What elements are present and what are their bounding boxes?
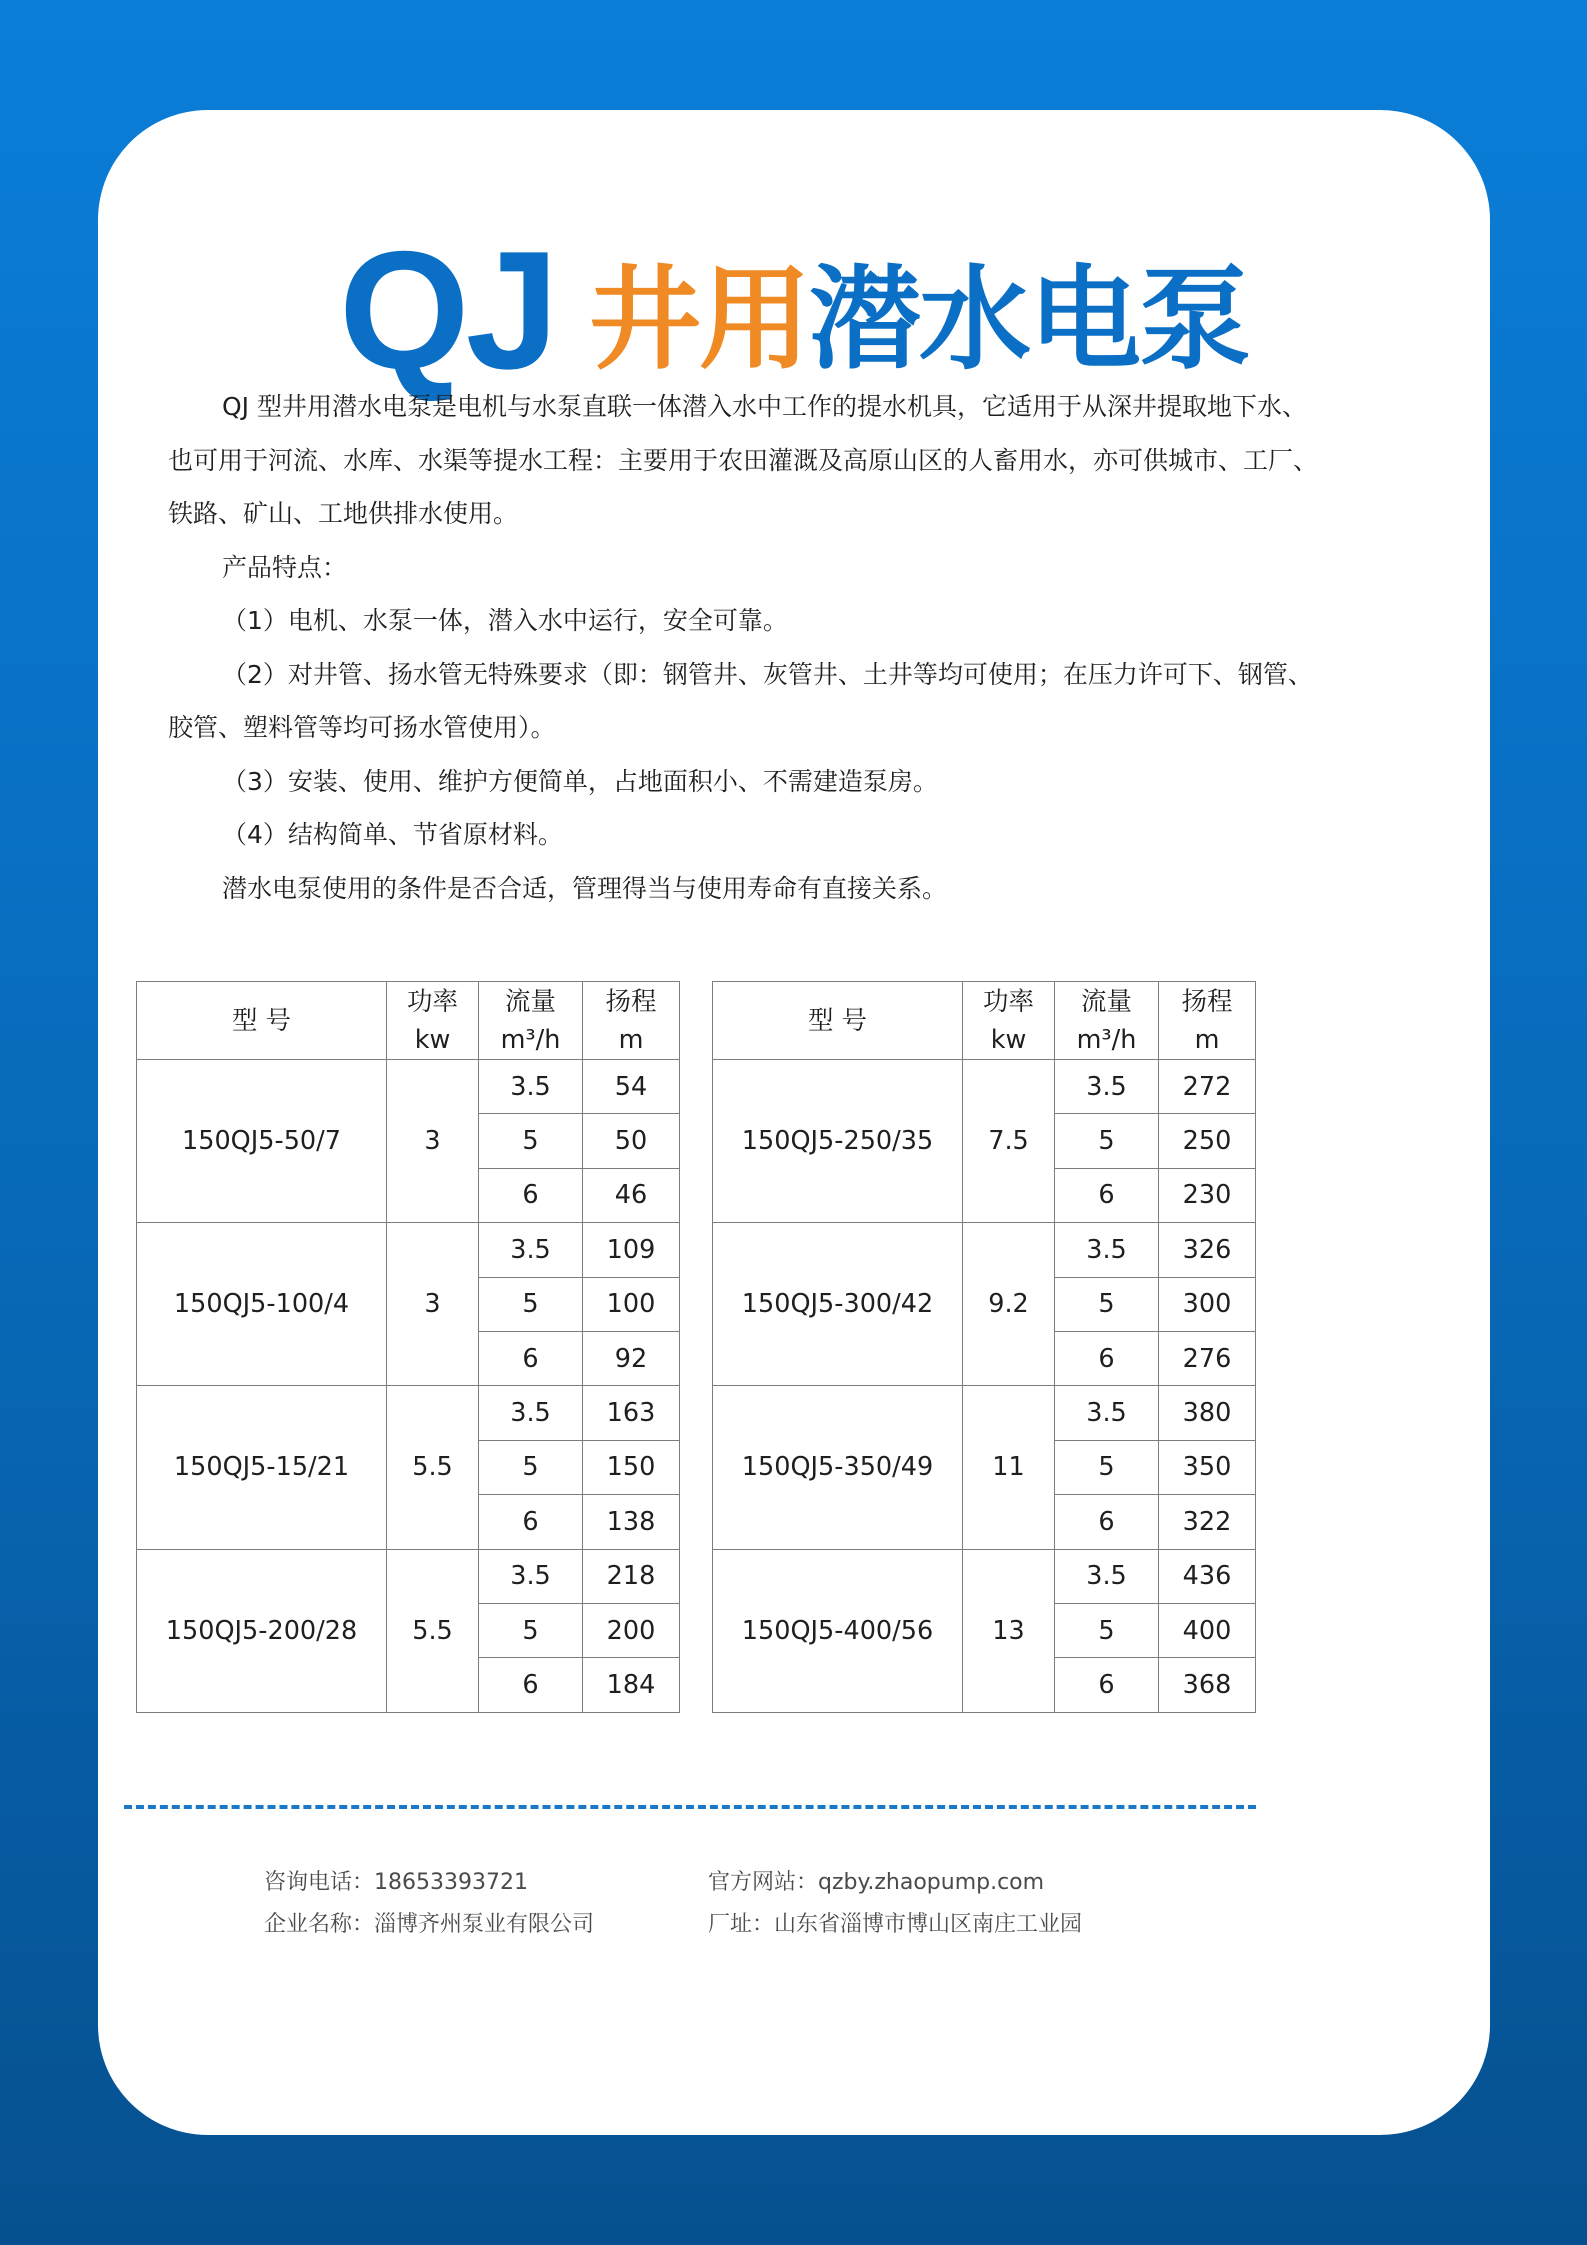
header-flow-label: 流量	[504, 986, 556, 1017]
head-cell: 436	[1159, 1549, 1256, 1603]
contact-website: 官方网站：qzby.zhaopump.com	[708, 1870, 1045, 1895]
flow-cell: 6	[479, 1658, 583, 1712]
contact-company: 企业名称：淄博齐州泵业有限公司	[264, 1912, 595, 1937]
model-cell: 150QJ5-300/42	[713, 1223, 963, 1386]
table-row	[137, 1223, 680, 1277]
intro-section	[168, 380, 1328, 915]
head-cell: 109	[583, 1223, 680, 1277]
head-cell: 92	[583, 1331, 680, 1385]
header-head-label: 扬程	[1181, 986, 1233, 1017]
table-row	[137, 1060, 680, 1114]
flow-cell: 3.5	[1055, 1060, 1159, 1114]
page-title	[98, 216, 1490, 404]
flow-cell: 3.5	[1055, 1223, 1159, 1277]
model-cell: 150QJ5-15/21	[137, 1386, 387, 1549]
header-flow-label: 流量	[1080, 986, 1132, 1017]
header-flow	[479, 982, 583, 1060]
model-cell: 150QJ5-100/4	[137, 1223, 387, 1386]
table-row	[137, 1549, 680, 1603]
flow-cell: 3.5	[479, 1549, 583, 1603]
flow-cell: 6	[1055, 1658, 1159, 1712]
head-cell: 276	[1159, 1331, 1256, 1385]
feature-item: （2）对井管、扬水管无特殊要求（即：钢管井、灰管井、土井等均可使用；在压力许可下、钢管、胶管、塑料管等均可扬水管使用）。	[168, 659, 1313, 742]
power-cell: 5.5	[387, 1386, 479, 1549]
head-cell: 250	[1159, 1114, 1256, 1168]
flow-cell: 5	[1055, 1114, 1159, 1168]
table-row	[713, 1549, 1256, 1603]
head-cell: 54	[583, 1060, 680, 1114]
flow-cell: 6	[1055, 1331, 1159, 1385]
header-head-unit: m	[1194, 1024, 1220, 1055]
intro-paragraph: QJ 型井用潜水电泵是电机与水泵直联一体潜入水中工作的提水机具，它适用于从深井提取地下水、也可用于河流、水库、水渠等提水工程：主要用于农田灌溉及高原山区的人畜用水，亦可供城市、工厂、铁路、矿山、工地供排水使用。	[168, 392, 1319, 528]
power-cell: 13	[963, 1549, 1055, 1712]
head-cell: 300	[1159, 1277, 1256, 1331]
head-cell: 46	[583, 1168, 680, 1222]
flow-cell: 5	[479, 1114, 583, 1168]
feature-item: （3）安装、使用、维护方便简单，占地面积小、不需建造泵房。	[222, 766, 938, 796]
head-cell: 100	[583, 1277, 680, 1331]
contact-address: 厂址：山东省淄博市博山区南庄工业园	[708, 1912, 1083, 1937]
model-cell: 150QJ5-400/56	[713, 1549, 963, 1712]
header-power-unit: kw	[990, 1024, 1027, 1055]
model-cell: 150QJ5-50/7	[137, 1060, 387, 1223]
header-flow-unit: m³/h	[1076, 1024, 1137, 1055]
header-head	[583, 982, 680, 1060]
head-cell: 350	[1159, 1440, 1256, 1494]
spec-table-left	[136, 981, 680, 1713]
flow-cell: 5	[1055, 1440, 1159, 1494]
header-power-label: 功率	[982, 986, 1034, 1017]
flow-cell: 3.5	[1055, 1549, 1159, 1603]
flow-cell: 3.5	[479, 1386, 583, 1440]
model-cell: 150QJ5-250/35	[713, 1060, 963, 1223]
power-cell: 5.5	[387, 1549, 479, 1712]
power-cell: 3	[387, 1223, 479, 1386]
head-cell: 380	[1159, 1386, 1256, 1440]
head-cell: 272	[1159, 1060, 1256, 1114]
title-qj-logo: QJ	[338, 216, 556, 404]
header-head-unit: m	[618, 1024, 644, 1055]
head-cell: 138	[583, 1495, 680, 1549]
title-orange-part: 井用	[589, 255, 810, 385]
head-cell: 150	[583, 1440, 680, 1494]
feature-item: （1）电机、水泵一体，潜入水中运行，安全可靠。	[222, 606, 788, 635]
head-cell: 200	[583, 1603, 680, 1657]
flow-cell: 3.5	[479, 1223, 583, 1277]
power-cell: 3	[387, 1060, 479, 1223]
head-cell: 368	[1159, 1658, 1256, 1712]
flow-cell: 3.5	[479, 1060, 583, 1114]
flow-cell: 6	[1055, 1168, 1159, 1222]
table-row	[713, 1386, 1256, 1440]
head-cell: 163	[583, 1386, 680, 1440]
power-cell: 7.5	[963, 1060, 1055, 1223]
flow-cell: 6	[479, 1495, 583, 1549]
flow-cell: 5	[479, 1440, 583, 1494]
feature-item: （4）结构简单、节省原材料。	[222, 820, 563, 849]
head-cell: 184	[583, 1658, 680, 1712]
table-row	[137, 1386, 680, 1440]
table-row	[713, 1060, 1256, 1114]
table-header-row	[713, 982, 1256, 1060]
header-power-unit: kw	[414, 1024, 451, 1055]
header-head	[1159, 982, 1256, 1060]
table-header-row	[137, 982, 680, 1060]
header-model: 型 号	[137, 982, 387, 1060]
contact-left	[264, 1862, 594, 1946]
model-cell: 150QJ5-200/28	[137, 1549, 387, 1712]
head-cell: 322	[1159, 1495, 1256, 1549]
head-cell: 218	[583, 1549, 680, 1603]
spec-table-right	[712, 981, 1256, 1713]
flow-cell: 3.5	[1055, 1386, 1159, 1440]
contact-phone: 咨询电话：18653393721	[264, 1870, 528, 1895]
header-model: 型 号	[713, 982, 963, 1060]
head-cell: 326	[1159, 1223, 1256, 1277]
title-text	[589, 245, 1249, 395]
header-power-label: 功率	[406, 986, 458, 1017]
dashed-divider	[124, 1805, 1256, 1809]
title-blue-part: 潜水电泵	[809, 255, 1250, 385]
header-flow-unit: m³/h	[500, 1024, 561, 1055]
header-flow	[1055, 982, 1159, 1060]
flow-cell: 6	[1055, 1495, 1159, 1549]
header-power	[387, 982, 479, 1060]
table-row	[713, 1223, 1256, 1277]
power-cell: 9.2	[963, 1223, 1055, 1386]
flow-cell: 6	[479, 1331, 583, 1385]
flow-cell: 5	[479, 1277, 583, 1331]
features-heading: 产品特点：	[222, 552, 348, 582]
contact-right	[708, 1862, 1082, 1946]
head-cell: 50	[583, 1114, 680, 1168]
power-cell: 11	[963, 1386, 1055, 1549]
flow-cell: 5	[1055, 1277, 1159, 1331]
head-cell: 230	[1159, 1168, 1256, 1222]
header-power	[963, 982, 1055, 1060]
flow-cell: 6	[479, 1168, 583, 1222]
usage-note: 潜水电泵使用的条件是否合适，管理得当与使用寿命有直接关系。	[222, 873, 948, 903]
header-head-label: 扬程	[605, 986, 657, 1017]
flow-cell: 5	[479, 1603, 583, 1657]
flow-cell: 5	[1055, 1603, 1159, 1657]
model-cell: 150QJ5-350/49	[713, 1386, 963, 1549]
head-cell: 400	[1159, 1603, 1256, 1657]
